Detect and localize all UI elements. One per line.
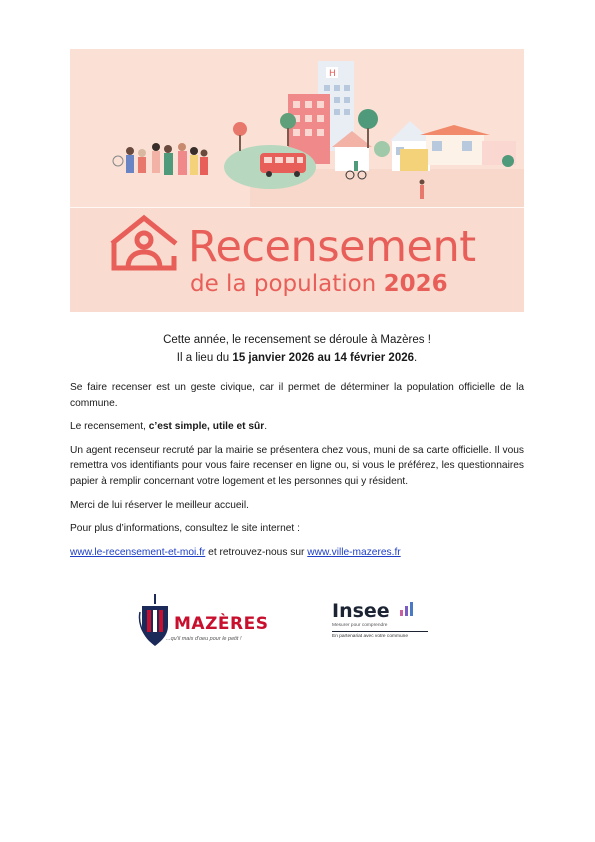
intro-line-1: Cette année, le recensement se déroule à Mazères ! [163, 334, 431, 346]
intro-dates: 15 janvier 2026 au 14 février 2026 [232, 352, 415, 364]
header-banner [70, 49, 524, 312]
paragraph-simple-strong: c’est simple, utile et sûr [148, 421, 265, 433]
svg-text:H: H [329, 69, 336, 79]
insee-divider [332, 631, 428, 632]
paragraph-civic: Se faire recenser est un geste civique, car il permet de déterminer la population officielle de la commune. [70, 382, 524, 409]
intro-line-2 [70, 349, 524, 367]
body-text [70, 380, 524, 568]
town-illustration [70, 49, 524, 209]
paragraph-simple [70, 419, 524, 435]
links-middle-text: et retrouvez-nous sur [208, 546, 305, 558]
banner-divider [70, 207, 524, 208]
paragraph-links [70, 545, 524, 561]
house-person-icon [108, 212, 180, 272]
paragraph-agent: Un agent recenseur recruté par la mairie se présentera chez vous, muni de sa carte officielle. Il vous remettra vos identifiants pour vous faire recenser en ligne ou, si vous le préférez, les questionnaires papier à remplir concernant votre logement et les personnes qui y résident. [70, 444, 524, 487]
intro-line-2-prefix: Il a lieu du [176, 352, 230, 364]
insee-logo [332, 600, 432, 642]
paragraph-info: Pour plus d’informations, consultez le site internet : [70, 523, 300, 535]
paragraph-simple-suffix: . [264, 421, 268, 433]
banner-subtitle-text: de la population [190, 271, 377, 297]
insee-wordmark: Insee [332, 600, 390, 622]
banner-subtitle [190, 271, 448, 297]
insee-tagline: Mesurer pour comprendre [332, 623, 388, 628]
mazeres-wordmark: MAZÈRES [174, 614, 269, 634]
insee-partner-text: En partenariat avec votre commune [332, 634, 408, 639]
banner-title: Recensement [188, 222, 476, 272]
intro-line-2-suffix: . [414, 352, 418, 364]
mazeres-logo [138, 592, 269, 648]
banner-year: 2026 [383, 271, 448, 297]
link-mazeres[interactable]: www.ville-mazeres.fr [307, 546, 401, 558]
link-recensement[interactable]: www.le-recensement-et-moi.fr [70, 546, 206, 558]
paragraph-thanks: Merci de lui réserver le meilleur accueil. [70, 499, 249, 511]
paragraph-simple-prefix: Le recensement, [70, 421, 146, 433]
intro-text [70, 331, 524, 367]
insee-bars-icon [400, 602, 416, 616]
mazeres-tagline: ...qu'il mais d'oeu pour le petit ! [166, 636, 242, 642]
